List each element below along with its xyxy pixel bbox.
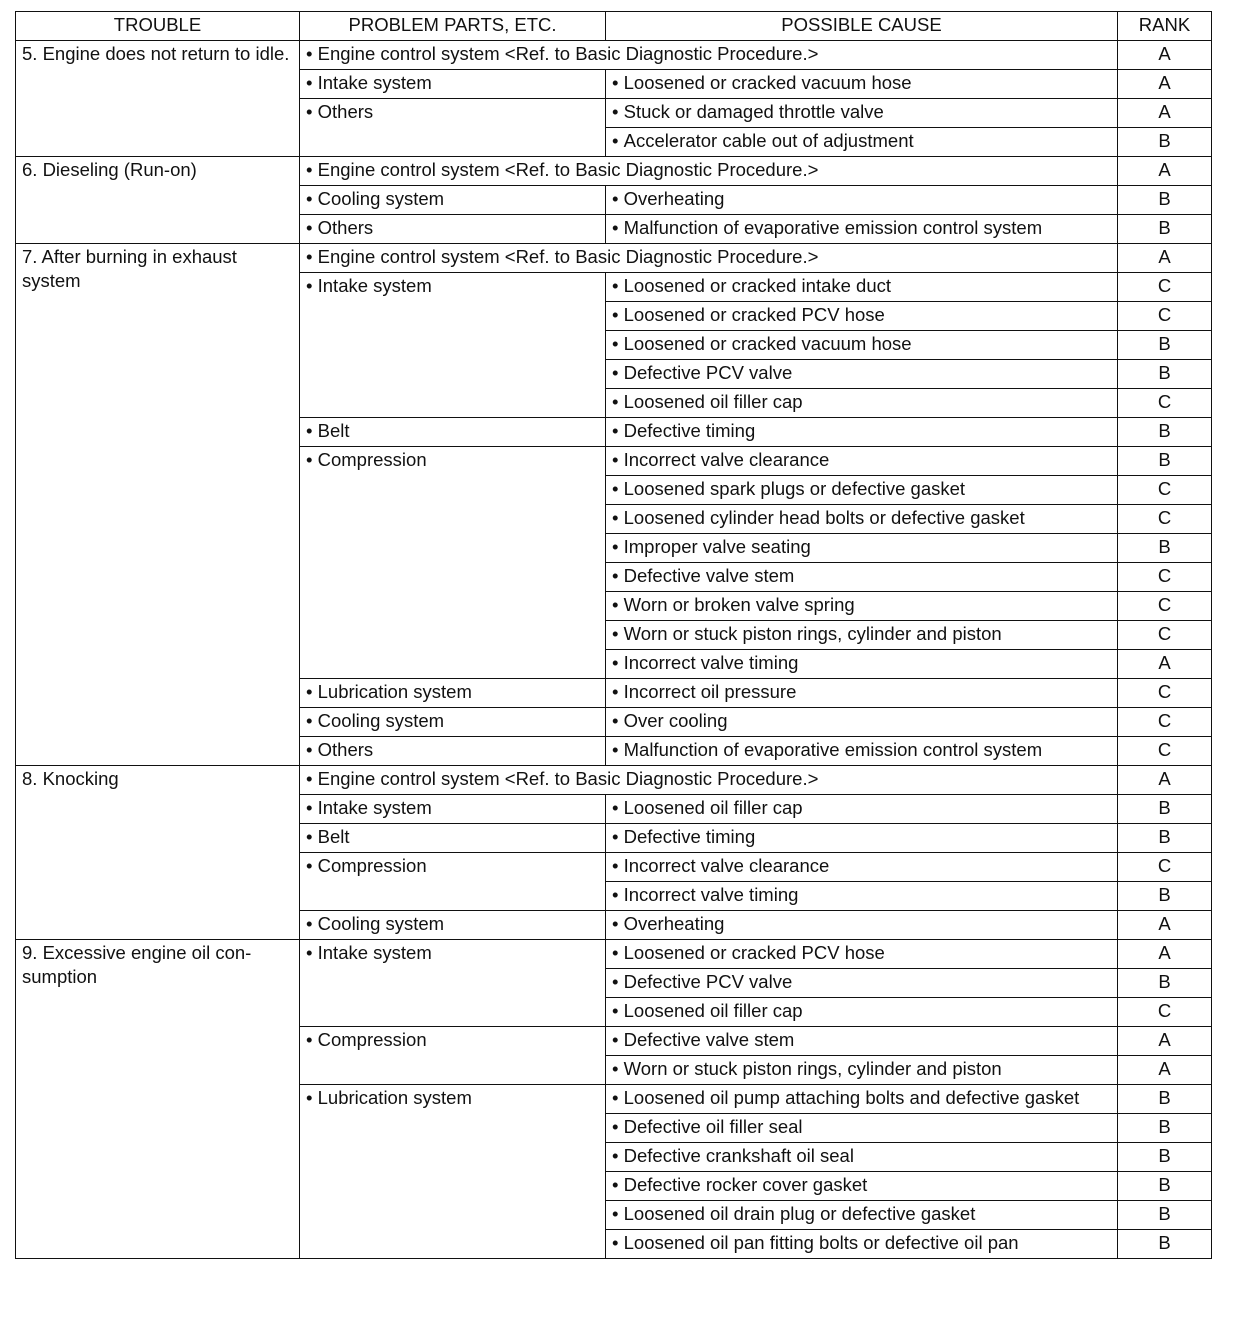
rank-cell: C [1118, 592, 1212, 621]
rank-cell: B [1118, 215, 1212, 244]
possible-cause-cell [606, 505, 1118, 534]
header-cause: POSSIBLE CAUSE [606, 12, 1118, 41]
rank-cell: A [1118, 41, 1212, 70]
trouble-cell: 7. After burning in exhaust system [16, 244, 300, 766]
possible-cause-text: • Improper valve seating [612, 536, 811, 557]
problem-part-text: • Cooling system [306, 913, 444, 934]
rank-cell: A [1118, 1056, 1212, 1085]
possible-cause-cell [606, 534, 1118, 563]
problem-part-cell [300, 679, 606, 708]
problem-part-cell [300, 940, 606, 1027]
problem-part-text: • Lubrication system [306, 681, 472, 702]
problem-part-text: • Engine control system <Ref. to Basic Diagnostic Procedure.> [306, 43, 818, 64]
possible-cause-text: • Loosened or cracked PCV hose [612, 304, 885, 325]
possible-cause-text: • Loosened oil filler cap [612, 391, 803, 412]
possible-cause-cell [606, 273, 1118, 302]
problem-part-cell [300, 824, 606, 853]
rank-cell: B [1118, 824, 1212, 853]
possible-cause-text: • Loosened cylinder head bolts or defective gasket [612, 507, 1025, 528]
possible-cause-text: • Worn or broken valve spring [612, 594, 855, 615]
problem-part-text: • Others [306, 217, 373, 238]
problem-part-text: • Compression [306, 1029, 427, 1050]
rank-cell: C [1118, 476, 1212, 505]
problem-part-cell [300, 244, 1118, 273]
rank-cell: A [1118, 99, 1212, 128]
rank-cell: C [1118, 302, 1212, 331]
header-row [16, 12, 1212, 41]
possible-cause-text: • Defective PCV valve [612, 362, 792, 383]
possible-cause-text: • Loosened oil filler cap [612, 797, 803, 818]
possible-cause-text: • Defective valve stem [612, 565, 794, 586]
trouble-cell: 8. Knocking [16, 766, 300, 940]
problem-part-text: • Others [306, 739, 373, 760]
possible-cause-text: • Loosened or cracked intake duct [612, 275, 891, 296]
rank-cell: A [1118, 911, 1212, 940]
possible-cause-cell [606, 708, 1118, 737]
problem-part-text: • Intake system [306, 942, 432, 963]
possible-cause-cell [606, 853, 1118, 882]
rank-cell: B [1118, 882, 1212, 911]
rank-cell: B [1118, 1114, 1212, 1143]
possible-cause-cell [606, 418, 1118, 447]
possible-cause-cell [606, 302, 1118, 331]
possible-cause-text: • Accelerator cable out of adjustment [612, 130, 914, 151]
header-trouble: TROUBLE [16, 12, 300, 41]
possible-cause-text: • Defective oil filler seal [612, 1116, 803, 1137]
possible-cause-cell [606, 969, 1118, 998]
rank-cell: C [1118, 621, 1212, 650]
possible-cause-text: • Incorrect valve clearance [612, 449, 829, 470]
trouble-cell: 9. Excessive engine oil con-sumption [16, 940, 300, 1259]
problem-part-cell [300, 853, 606, 911]
possible-cause-cell [606, 70, 1118, 99]
rank-cell: B [1118, 1085, 1212, 1114]
rank-cell: C [1118, 273, 1212, 302]
rank-cell: A [1118, 1027, 1212, 1056]
possible-cause-text: • Worn or stuck piston rings, cylinder and piston [612, 1058, 1002, 1079]
problem-part-text: • Intake system [306, 275, 432, 296]
possible-cause-text: • Incorrect oil pressure [612, 681, 796, 702]
rank-cell: A [1118, 766, 1212, 795]
possible-cause-text: • Worn or stuck piston rings, cylinder and piston [612, 623, 1002, 644]
possible-cause-cell [606, 737, 1118, 766]
rank-cell: B [1118, 331, 1212, 360]
problem-part-cell [300, 911, 606, 940]
possible-cause-cell [606, 1201, 1118, 1230]
trouble-cell: 6. Dieseling (Run-on) [16, 157, 300, 244]
problem-part-text: • Engine control system <Ref. to Basic Diagnostic Procedure.> [306, 246, 818, 267]
rank-cell: B [1118, 1143, 1212, 1172]
problem-part-cell [300, 215, 606, 244]
possible-cause-cell [606, 389, 1118, 418]
rank-cell: B [1118, 128, 1212, 157]
rank-cell: C [1118, 853, 1212, 882]
problem-part-text: • Engine control system <Ref. to Basic Diagnostic Procedure.> [306, 768, 818, 789]
possible-cause-text: • Loosened oil filler cap [612, 1000, 803, 1021]
problem-part-text: • Intake system [306, 72, 432, 93]
possible-cause-text: • Over cooling [612, 710, 727, 731]
rank-cell: A [1118, 650, 1212, 679]
possible-cause-cell [606, 650, 1118, 679]
problem-part-text: • Compression [306, 449, 427, 470]
possible-cause-text: • Loosened or cracked PCV hose [612, 942, 885, 963]
possible-cause-cell [606, 592, 1118, 621]
possible-cause-cell [606, 563, 1118, 592]
problem-part-cell [300, 157, 1118, 186]
problem-part-text: • Belt [306, 420, 350, 441]
possible-cause-cell [606, 1172, 1118, 1201]
possible-cause-text: • Defective crankshaft oil seal [612, 1145, 854, 1166]
rank-cell: B [1118, 418, 1212, 447]
possible-cause-cell [606, 1085, 1118, 1114]
possible-cause-text: • Overheating [612, 188, 724, 209]
problem-part-cell [300, 766, 1118, 795]
problem-part-text: • Others [306, 101, 373, 122]
rank-cell: A [1118, 244, 1212, 273]
problem-part-cell [300, 795, 606, 824]
rank-cell: C [1118, 389, 1212, 418]
possible-cause-text: • Defective PCV valve [612, 971, 792, 992]
header-rank: RANK [1118, 12, 1212, 41]
rank-cell: C [1118, 679, 1212, 708]
rank-cell: B [1118, 1172, 1212, 1201]
possible-cause-cell [606, 824, 1118, 853]
possible-cause-text: • Loosened or cracked vacuum hose [612, 333, 912, 354]
problem-part-cell [300, 1085, 606, 1259]
problem-part-cell [300, 186, 606, 215]
possible-cause-text: • Loosened spark plugs or defective gasket [612, 478, 965, 499]
possible-cause-cell [606, 998, 1118, 1027]
rank-cell: C [1118, 563, 1212, 592]
possible-cause-cell [606, 911, 1118, 940]
possible-cause-text: • Defective rocker cover gasket [612, 1174, 867, 1195]
possible-cause-cell [606, 186, 1118, 215]
problem-part-text: • Cooling system [306, 188, 444, 209]
table-row [16, 244, 1212, 273]
possible-cause-cell [606, 621, 1118, 650]
problem-part-text: • Lubrication system [306, 1087, 472, 1108]
problem-part-cell [300, 1027, 606, 1085]
rank-cell: B [1118, 1230, 1212, 1259]
possible-cause-text: • Overheating [612, 913, 724, 934]
possible-cause-cell [606, 882, 1118, 911]
table-row [16, 157, 1212, 186]
table-row [16, 41, 1212, 70]
rank-cell: B [1118, 795, 1212, 824]
possible-cause-cell [606, 99, 1118, 128]
possible-cause-cell [606, 1027, 1118, 1056]
problem-part-cell [300, 273, 606, 418]
possible-cause-text: • Malfunction of evaporative emission control system [612, 739, 1042, 760]
table-body [16, 41, 1212, 1259]
rank-cell: B [1118, 360, 1212, 389]
possible-cause-cell [606, 1114, 1118, 1143]
rank-cell: B [1118, 969, 1212, 998]
rank-cell: B [1118, 534, 1212, 563]
possible-cause-text: • Loosened or cracked vacuum hose [612, 72, 912, 93]
possible-cause-cell [606, 795, 1118, 824]
problem-part-cell [300, 418, 606, 447]
possible-cause-cell [606, 215, 1118, 244]
rank-cell: A [1118, 70, 1212, 99]
rank-cell: C [1118, 998, 1212, 1027]
possible-cause-cell [606, 1143, 1118, 1172]
problem-part-cell [300, 447, 606, 679]
problem-part-cell [300, 737, 606, 766]
rank-cell: C [1118, 708, 1212, 737]
rank-cell: A [1118, 157, 1212, 186]
rank-cell: B [1118, 447, 1212, 476]
rank-cell: B [1118, 186, 1212, 215]
problem-part-text: • Engine control system <Ref. to Basic Diagnostic Procedure.> [306, 159, 818, 180]
problem-part-cell [300, 41, 1118, 70]
possible-cause-cell [606, 476, 1118, 505]
possible-cause-cell [606, 940, 1118, 969]
possible-cause-cell [606, 447, 1118, 476]
possible-cause-text: • Defective timing [612, 826, 755, 847]
possible-cause-text: • Defective timing [612, 420, 755, 441]
possible-cause-text: • Stuck or damaged throttle valve [612, 101, 884, 122]
possible-cause-text: • Loosened oil drain plug or defective gasket [612, 1203, 975, 1224]
problem-part-text: • Intake system [306, 797, 432, 818]
possible-cause-cell [606, 679, 1118, 708]
table-row [16, 766, 1212, 795]
trouble-table [15, 11, 1212, 1259]
possible-cause-cell [606, 331, 1118, 360]
rank-cell: C [1118, 737, 1212, 766]
header-parts: PROBLEM PARTS, ETC. [300, 12, 606, 41]
rank-cell: B [1118, 1201, 1212, 1230]
possible-cause-text: • Loosened oil pump attaching bolts and defective gasket [612, 1087, 1079, 1108]
problem-part-cell [300, 70, 606, 99]
problem-part-cell [300, 708, 606, 737]
possible-cause-text: • Malfunction of evaporative emission control system [612, 217, 1042, 238]
problem-part-text: • Compression [306, 855, 427, 876]
possible-cause-text: • Defective valve stem [612, 1029, 794, 1050]
table-row [16, 940, 1212, 969]
problem-part-cell [300, 99, 606, 157]
possible-cause-text: • Loosened oil pan fitting bolts or defective oil pan [612, 1232, 1019, 1253]
possible-cause-cell [606, 1230, 1118, 1259]
possible-cause-text: • Incorrect valve timing [612, 884, 798, 905]
problem-part-text: • Cooling system [306, 710, 444, 731]
possible-cause-cell [606, 1056, 1118, 1085]
possible-cause-text: • Incorrect valve clearance [612, 855, 829, 876]
possible-cause-text: • Incorrect valve timing [612, 652, 798, 673]
rank-cell: C [1118, 505, 1212, 534]
problem-part-text: • Belt [306, 826, 350, 847]
trouble-cell: 5. Engine does not return to idle. [16, 41, 300, 157]
rank-cell: A [1118, 940, 1212, 969]
possible-cause-cell [606, 128, 1118, 157]
possible-cause-cell [606, 360, 1118, 389]
